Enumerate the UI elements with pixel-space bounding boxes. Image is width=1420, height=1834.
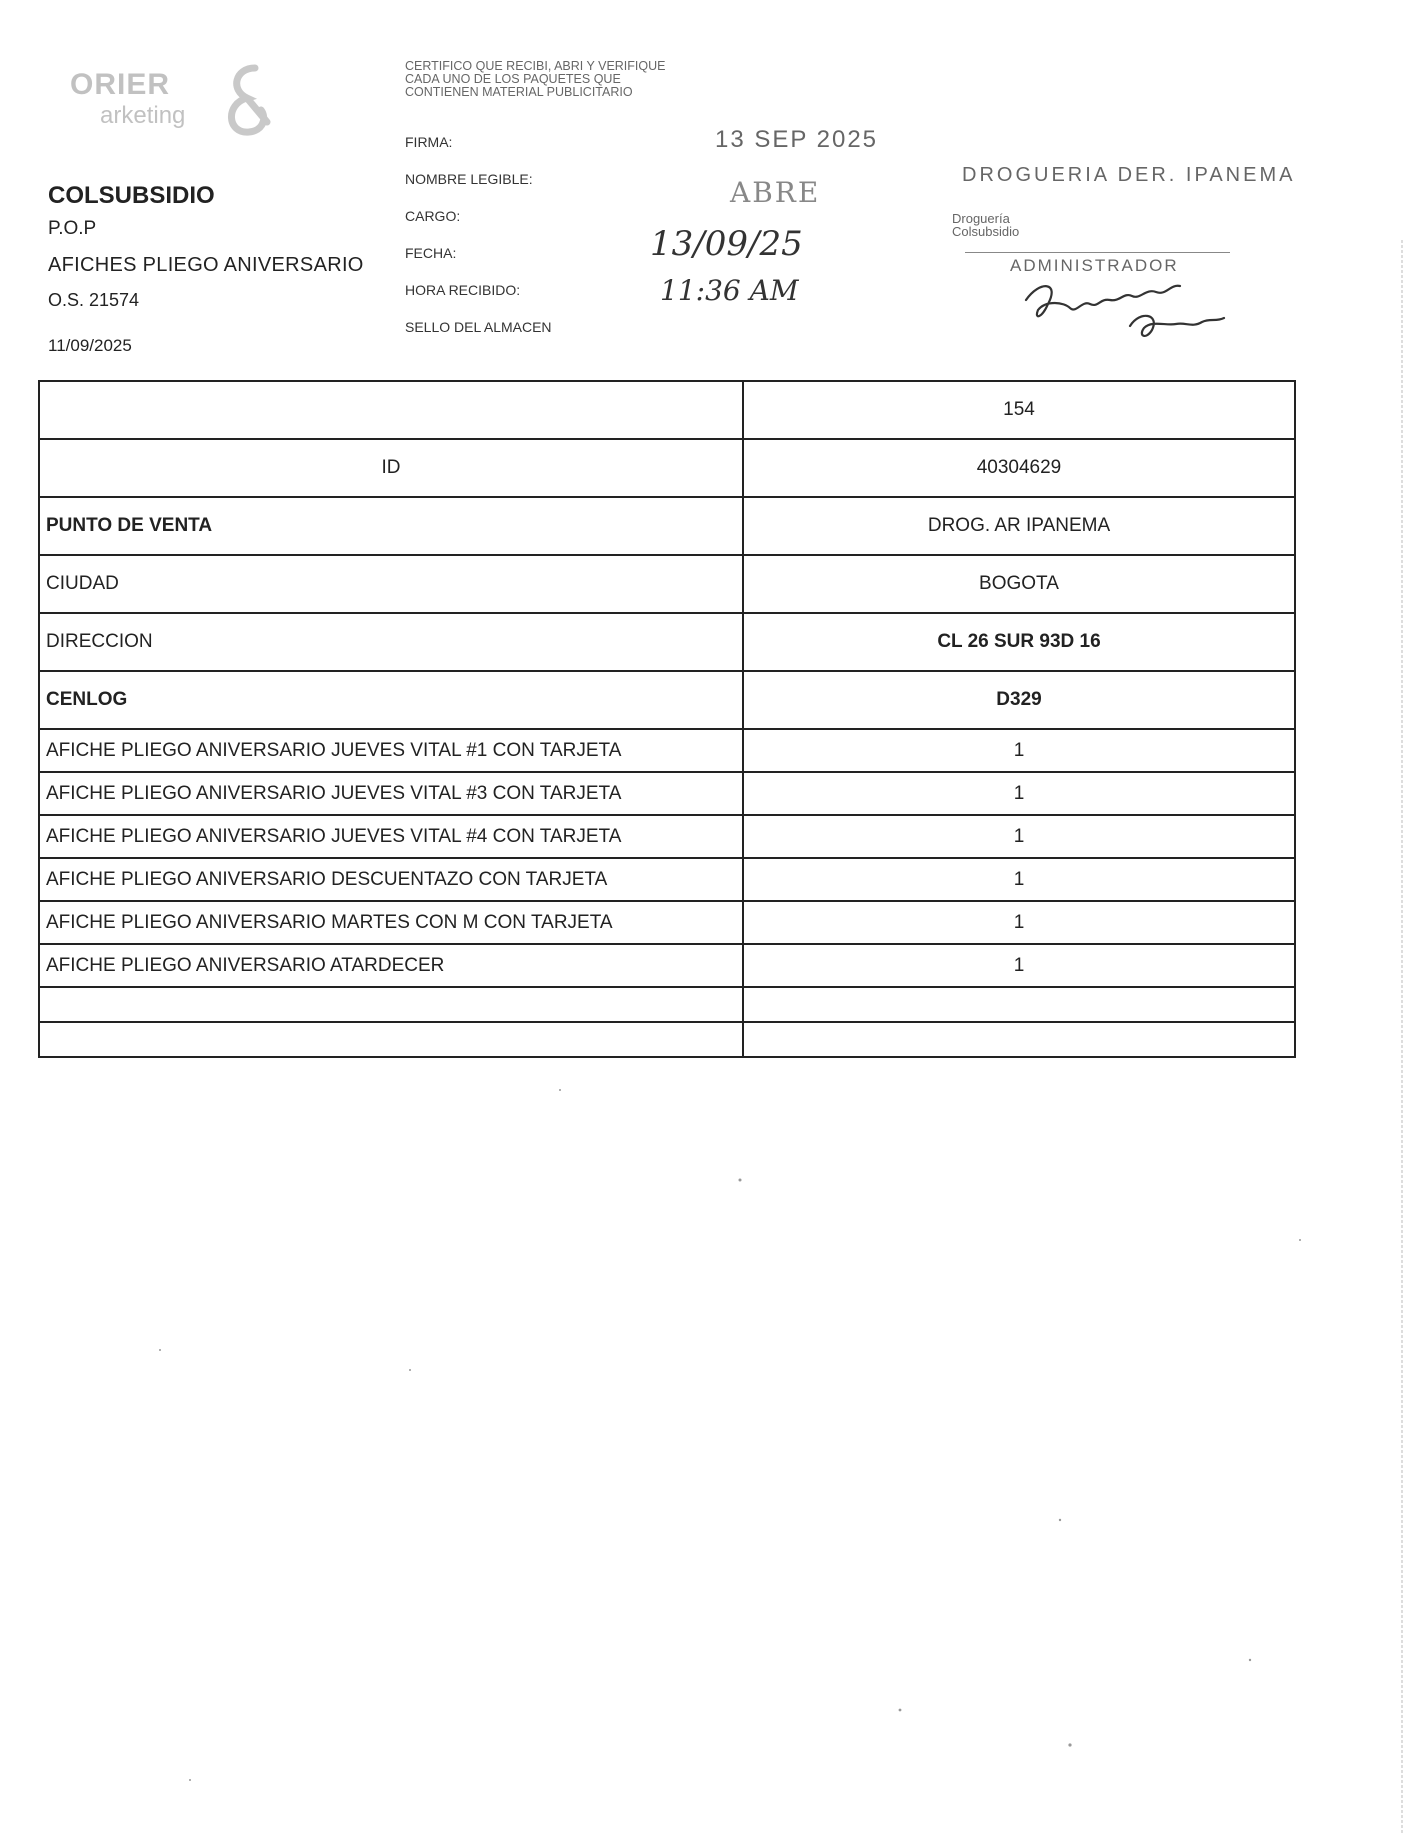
certification-line: CERTIFICO QUE RECIBI, ABRI Y VERIFIQUE xyxy=(405,59,666,73)
pharmacy-stamp-text: Droguería xyxy=(952,211,1010,226)
received-date-stamp: 13 SEP 2025 xyxy=(715,126,879,153)
row-value: D329 xyxy=(743,671,1295,729)
pharmacy-stamp-text: Colsubsidio xyxy=(952,224,1020,239)
handwritten-time: 11:36 AM xyxy=(660,274,799,307)
row-label: CENLOG xyxy=(39,671,743,729)
admin-stamp: ADMINISTRADOR xyxy=(1010,256,1179,275)
item-label: AFICHE PLIEGO ANIVERSARIO DESCUENTAZO CON TARJETA xyxy=(39,858,743,901)
row-value: BOGOTA xyxy=(743,555,1295,613)
item-label: AFICHE PLIEGO ANIVERSARIO ATARDECER xyxy=(39,944,743,987)
field-received-time: HORA RECIBIDO: xyxy=(405,282,521,298)
logo-subtext: arketing xyxy=(100,102,186,129)
field-date: FECHA: xyxy=(405,245,457,261)
material-type: P.O.P xyxy=(48,218,97,239)
campaign-name: AFICHES PLIEGO ANIVERSARIO xyxy=(48,254,364,276)
item-quantity: 1 xyxy=(743,858,1295,901)
row-value: DROG. AR IPANEMA xyxy=(743,497,1295,555)
service-order: O.S. 21574 xyxy=(48,290,140,310)
pharmacy-stamp: DROGUERIA DER. IPANEMA xyxy=(962,164,1296,186)
store-number: 154 xyxy=(743,381,1295,439)
field-signature: FIRMA: xyxy=(405,134,453,150)
row-label: CIUDAD xyxy=(39,555,743,613)
opened-stamp: ABRE xyxy=(730,176,821,209)
field-position: CARGO: xyxy=(405,208,461,224)
item-quantity: 1 xyxy=(743,815,1295,858)
item-quantity: 1 xyxy=(743,772,1295,815)
item-quantity: 1 xyxy=(743,729,1295,772)
row-label: ID xyxy=(39,439,743,497)
document-date: 11/09/2025 xyxy=(48,336,132,355)
item-quantity: 1 xyxy=(743,944,1295,987)
item-label: AFICHE PLIEGO ANIVERSARIO JUEVES VITAL #1 CON TARJETA xyxy=(39,729,743,772)
client-name: COLSUBSIDIO xyxy=(48,182,215,209)
certification-line: CONTIENEN MATERIAL PUBLICITARIO xyxy=(405,85,633,99)
row-label: PUNTO DE VENTA xyxy=(39,497,743,555)
item-label: AFICHE PLIEGO ANIVERSARIO JUEVES VITAL #3 CON TARJETA xyxy=(39,772,743,815)
field-store-seal: SELLO DEL ALMACEN xyxy=(405,319,552,335)
row-label: DIRECCION xyxy=(39,613,743,671)
item-quantity: 1 xyxy=(743,901,1295,944)
handwritten-date: 13/09/25 xyxy=(650,224,803,264)
certification-line: CADA UNO DE LOS PAQUETES QUE xyxy=(405,72,621,86)
item-label: AFICHE PLIEGO ANIVERSARIO MARTES CON M CON TARJETA xyxy=(39,901,743,944)
item-label: AFICHE PLIEGO ANIVERSARIO JUEVES VITAL #4 CON TARJETA xyxy=(39,815,743,858)
field-legible-name: NOMBRE LEGIBLE: xyxy=(405,171,533,187)
row-value: 40304629 xyxy=(743,439,1295,497)
logo-text: ORIER xyxy=(70,68,171,101)
row-value: CL 26 SUR 93D 16 xyxy=(743,613,1295,671)
